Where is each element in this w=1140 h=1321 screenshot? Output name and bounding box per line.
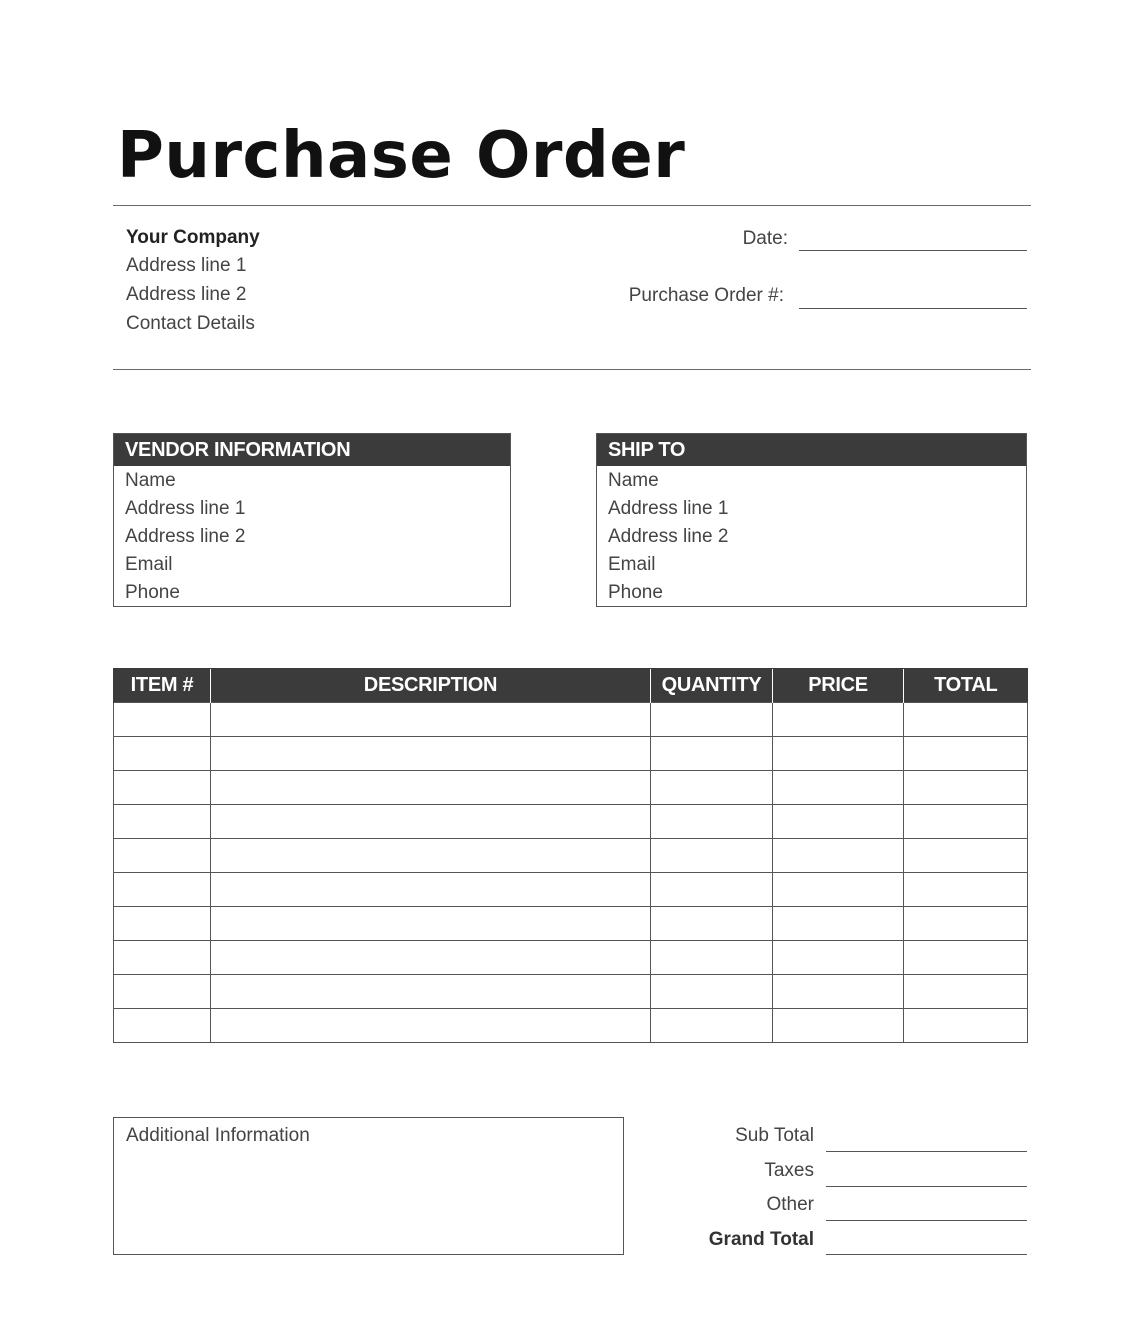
column-header-description: DESCRIPTION	[211, 669, 651, 703]
cell-quantity[interactable]	[651, 907, 773, 941]
header-divider-bottom	[113, 369, 1031, 370]
ship-to-header: SHIP TO	[597, 434, 1026, 466]
table-row	[114, 907, 1028, 941]
cell-quantity[interactable]	[651, 941, 773, 975]
header-divider-top	[113, 205, 1031, 206]
cell-total[interactable]	[904, 1009, 1028, 1043]
cell-item-number[interactable]	[114, 703, 211, 737]
cell-quantity[interactable]	[651, 703, 773, 737]
ship-to-address-line-2[interactable]: Address line 2	[608, 526, 729, 547]
company-contact-details: Contact Details	[126, 313, 255, 334]
cell-description[interactable]	[211, 941, 651, 975]
ship-to-phone[interactable]: Phone	[608, 582, 663, 603]
cell-total[interactable]	[904, 873, 1028, 907]
cell-description[interactable]	[211, 805, 651, 839]
cell-total[interactable]	[904, 941, 1028, 975]
column-header-quantity: QUANTITY	[651, 669, 773, 703]
cell-price[interactable]	[773, 975, 904, 1009]
vendor-address-line-1[interactable]: Address line 1	[125, 498, 246, 519]
cell-description[interactable]	[211, 907, 651, 941]
other-field[interactable]	[826, 1220, 1027, 1221]
table-row	[114, 839, 1028, 873]
company-address-line-2: Address line 2	[126, 284, 247, 305]
cell-price[interactable]	[773, 703, 904, 737]
table-row	[114, 873, 1028, 907]
date-field[interactable]	[799, 250, 1027, 251]
cell-description[interactable]	[211, 703, 651, 737]
cell-total[interactable]	[904, 771, 1028, 805]
column-header-total: TOTAL	[904, 669, 1028, 703]
additional-information-box[interactable]	[113, 1117, 624, 1255]
cell-total[interactable]	[904, 805, 1028, 839]
cell-item-number[interactable]	[114, 737, 211, 771]
ship-to-name[interactable]: Name	[608, 470, 659, 491]
cell-description[interactable]	[211, 737, 651, 771]
taxes-field[interactable]	[826, 1186, 1027, 1187]
table-row	[114, 941, 1028, 975]
cell-item-number[interactable]	[114, 907, 211, 941]
cell-item-number[interactable]	[114, 805, 211, 839]
cell-quantity[interactable]	[651, 839, 773, 873]
vendor-name[interactable]: Name	[125, 470, 176, 491]
po-number-field[interactable]	[799, 308, 1027, 309]
line-items-table	[113, 668, 1028, 1043]
company-name: Your Company	[126, 227, 260, 248]
vendor-email[interactable]: Email	[125, 554, 173, 575]
grand-total-label: Grand Total	[708, 1229, 814, 1250]
cell-quantity[interactable]	[651, 805, 773, 839]
taxes-label: Taxes	[764, 1160, 814, 1181]
vendor-information-header: VENDOR INFORMATION	[114, 434, 510, 466]
cell-quantity[interactable]	[651, 1009, 773, 1043]
ship-to-box	[596, 433, 1027, 607]
column-header-price: PRICE	[773, 669, 904, 703]
cell-description[interactable]	[211, 873, 651, 907]
table-row	[114, 771, 1028, 805]
cell-price[interactable]	[773, 805, 904, 839]
cell-description[interactable]	[211, 771, 651, 805]
cell-price[interactable]	[773, 873, 904, 907]
cell-price[interactable]	[773, 907, 904, 941]
company-address-line-1: Address line 1	[126, 255, 247, 276]
cell-description[interactable]	[211, 839, 651, 873]
table-row	[114, 805, 1028, 839]
cell-total[interactable]	[904, 839, 1028, 873]
cell-quantity[interactable]	[651, 771, 773, 805]
cell-item-number[interactable]	[114, 839, 211, 873]
table-row	[114, 1009, 1028, 1043]
ship-to-address-line-1[interactable]: Address line 1	[608, 498, 729, 519]
cell-price[interactable]	[773, 737, 904, 771]
cell-quantity[interactable]	[651, 737, 773, 771]
po-number-label: Purchase Order #:	[628, 285, 784, 306]
page-title: Purchase Order	[117, 119, 686, 193]
cell-total[interactable]	[904, 907, 1028, 941]
cell-item-number[interactable]	[114, 1009, 211, 1043]
cell-total[interactable]	[904, 975, 1028, 1009]
grand-total-field[interactable]	[826, 1254, 1027, 1255]
vendor-address-line-2[interactable]: Address line 2	[125, 526, 246, 547]
cell-price[interactable]	[773, 771, 904, 805]
cell-price[interactable]	[773, 941, 904, 975]
other-label: Other	[766, 1194, 814, 1215]
cell-item-number[interactable]	[114, 873, 211, 907]
sub-total-label: Sub Total	[735, 1125, 814, 1146]
ship-to-email[interactable]: Email	[608, 554, 656, 575]
vendor-phone[interactable]: Phone	[125, 582, 180, 603]
vendor-information-box	[113, 433, 511, 607]
cell-total[interactable]	[904, 703, 1028, 737]
date-label: Date:	[742, 228, 788, 249]
column-header-item-number: ITEM #	[114, 669, 211, 703]
cell-item-number[interactable]	[114, 975, 211, 1009]
cell-description[interactable]	[211, 1009, 651, 1043]
cell-quantity[interactable]	[651, 975, 773, 1009]
cell-item-number[interactable]	[114, 771, 211, 805]
cell-quantity[interactable]	[651, 873, 773, 907]
cell-description[interactable]	[211, 975, 651, 1009]
cell-total[interactable]	[904, 737, 1028, 771]
table-row	[114, 975, 1028, 1009]
cell-price[interactable]	[773, 1009, 904, 1043]
cell-price[interactable]	[773, 839, 904, 873]
cell-item-number[interactable]	[114, 941, 211, 975]
table-header-row	[114, 669, 1028, 703]
table-row	[114, 703, 1028, 737]
sub-total-field[interactable]	[826, 1151, 1027, 1152]
table-row	[114, 737, 1028, 771]
additional-information-label: Additional Information	[126, 1125, 310, 1146]
